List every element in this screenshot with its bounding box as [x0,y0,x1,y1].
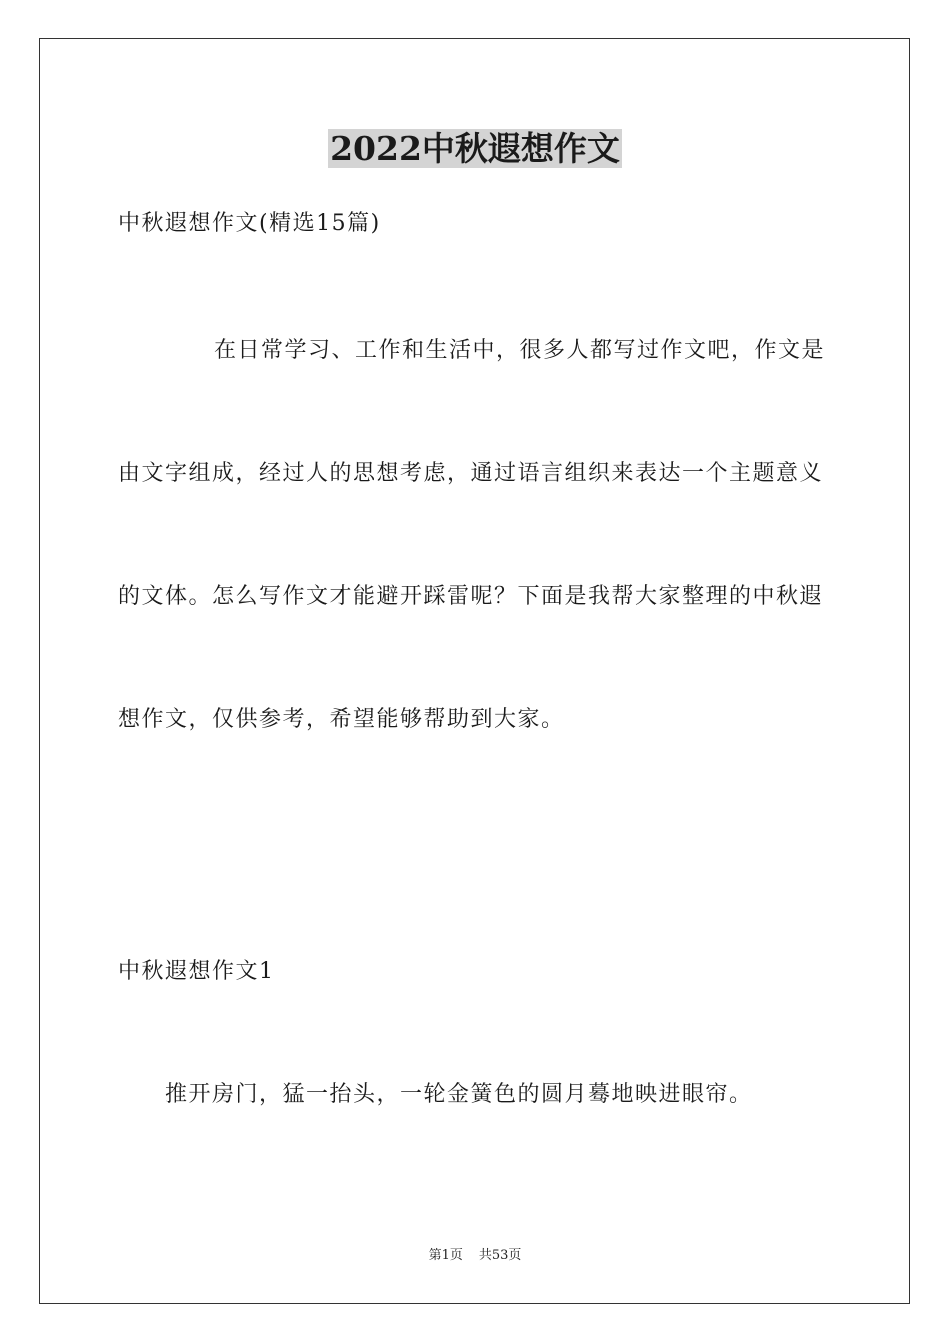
document-subtitle: 中秋遐想作文(精选15篇) [118,211,381,236]
intro-line: 由文字组成，经过人的思想考虑，通过语言组织来表达一个主题意义 [118,461,824,486]
page-number-total: 共53页 [478,1248,522,1263]
section-heading: 中秋遐想作文1 [118,959,275,984]
page-footer [0,1247,950,1265]
document-title [0,126,950,172]
intro-line: 的文体。怎么写作文才能避开踩雷呢？下面是我帮大家整理的中秋遐 [118,584,824,609]
intro-line: 在日常学习、工作和生活中，很多人都写过作文吧，作文是 [214,338,826,363]
page-number-current: 第1页 [428,1248,463,1263]
section-paragraph: 推开房门，猛一抬头，一轮金簧色的圆月蓦地映进眼帘。 [165,1082,753,1107]
document-title-text: 2022中秋遐想作文 [330,129,620,168]
intro-line: 想作文，仅供参考，希望能够帮助到大家。 [118,707,565,732]
